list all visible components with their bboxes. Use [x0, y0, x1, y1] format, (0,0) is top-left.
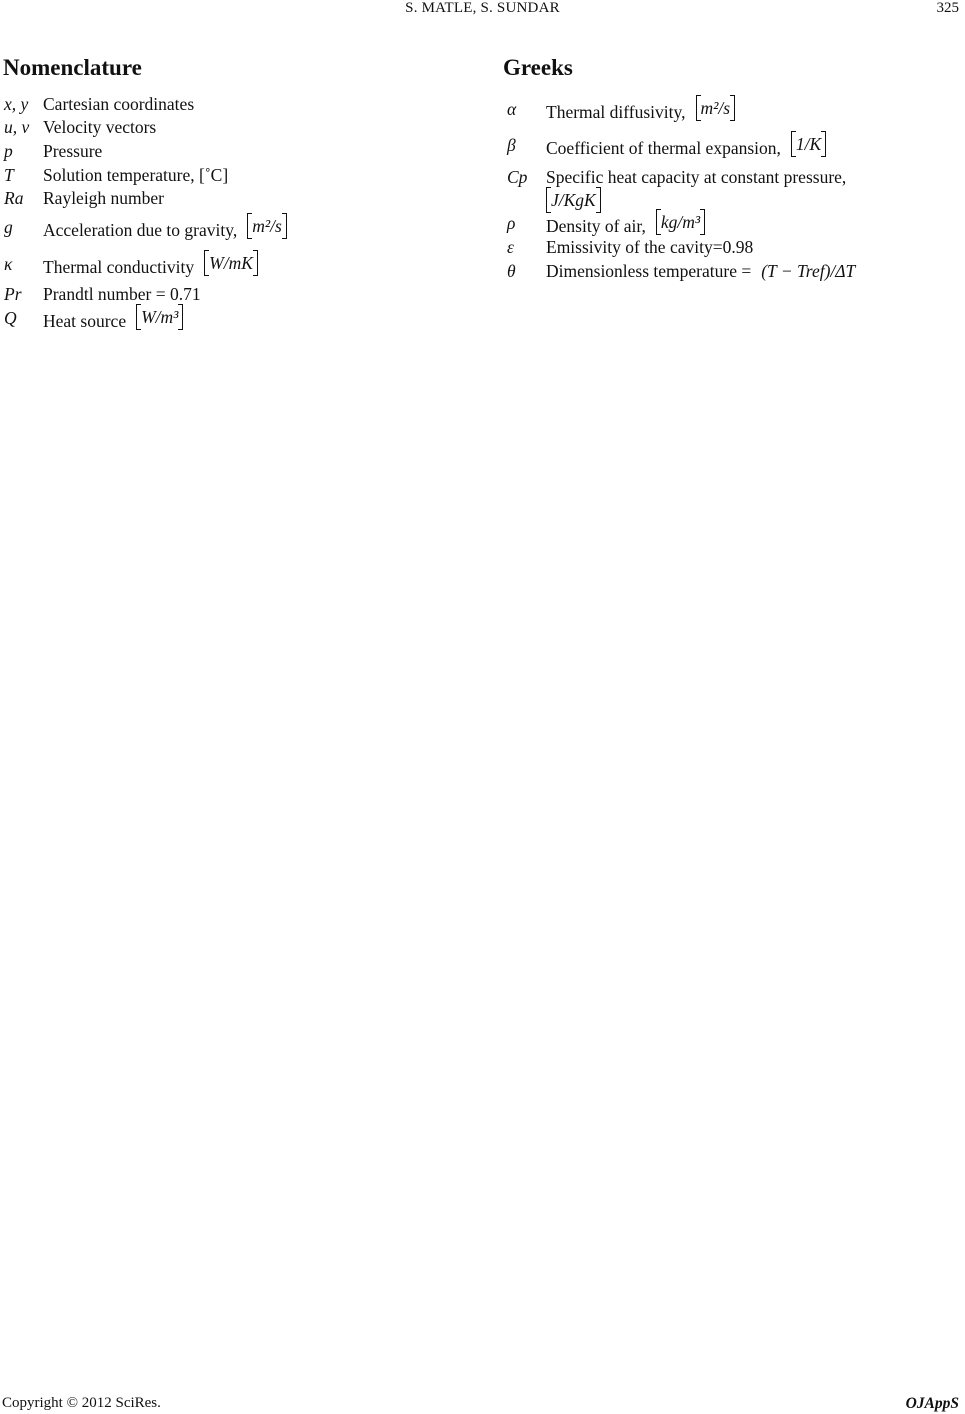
description	[43, 308, 183, 334]
unit-bracket: m²/s	[696, 95, 736, 121]
symbol: Pr	[4, 284, 22, 304]
unit	[247, 213, 287, 239]
symbol: Cp	[507, 167, 528, 187]
description: Cartesian coordinates	[43, 94, 195, 114]
description: Prandtl number = 0.71	[43, 284, 201, 304]
unit	[204, 250, 258, 276]
description-text: Density of air,	[546, 216, 646, 236]
symbol: ρ	[507, 213, 516, 233]
unit-bracket: J/KgK	[546, 187, 601, 213]
page-header	[0, 0, 965, 22]
unit	[136, 304, 183, 330]
description-text: Acceleration due to gravity,	[43, 220, 238, 240]
description: Solution temperature, [˚C]	[43, 165, 229, 185]
description: Emissivity of the cavity=0.98	[546, 237, 754, 257]
symbol: Ra	[4, 188, 24, 208]
description: Specific heat capacity at constant pressure,	[546, 167, 847, 187]
greeks-title: Greeks	[503, 55, 573, 80]
unit-bracket: m²/s	[247, 213, 287, 239]
symbol: g	[4, 217, 13, 237]
description	[546, 261, 855, 281]
symbol: p	[4, 141, 13, 161]
unit	[546, 187, 601, 213]
copyright-notice: Copyright © 2012 SciRes.	[2, 1395, 161, 1411]
description-text: Heat source	[43, 311, 127, 331]
running-head-authors: S. MATLE, S. SUNDAR	[405, 0, 560, 16]
symbol: u, v	[4, 117, 30, 137]
unit	[696, 95, 736, 121]
formula: (T − Tref)/ΔT	[761, 261, 856, 281]
unit-bracket: W/mK	[204, 250, 258, 276]
symbol: κ	[4, 254, 13, 274]
unit-bracket: W/m³	[136, 304, 183, 330]
description-text: Coefficient of thermal expansion,	[546, 138, 781, 158]
symbol: ε	[507, 237, 514, 257]
symbol: α	[507, 99, 517, 119]
description	[43, 217, 287, 243]
page-number: 325	[936, 0, 959, 16]
journal-name: OJAppS	[905, 1395, 959, 1412]
symbol: θ	[507, 261, 516, 281]
symbol: β	[507, 135, 516, 155]
description-text: Dimensionless temperature =	[546, 261, 752, 281]
unit-bracket: 1/K	[791, 131, 826, 157]
description	[546, 135, 826, 161]
description	[546, 213, 705, 239]
symbol: T	[4, 165, 14, 185]
description-text: Thermal conductivity	[43, 257, 195, 277]
description	[43, 254, 258, 280]
unit-wrap	[546, 187, 601, 213]
symbol: x, y	[4, 94, 29, 114]
description	[546, 99, 735, 125]
unit	[791, 131, 826, 157]
description: Rayleigh number	[43, 188, 165, 208]
nomenclature-title: Nomenclature	[3, 55, 142, 80]
unit	[656, 209, 705, 235]
description: Velocity vectors	[43, 117, 157, 137]
unit-bracket: kg/m³	[656, 209, 705, 235]
symbol: Q	[4, 308, 17, 328]
description-text: Thermal diffusivity,	[546, 102, 686, 122]
description: Pressure	[43, 141, 103, 161]
